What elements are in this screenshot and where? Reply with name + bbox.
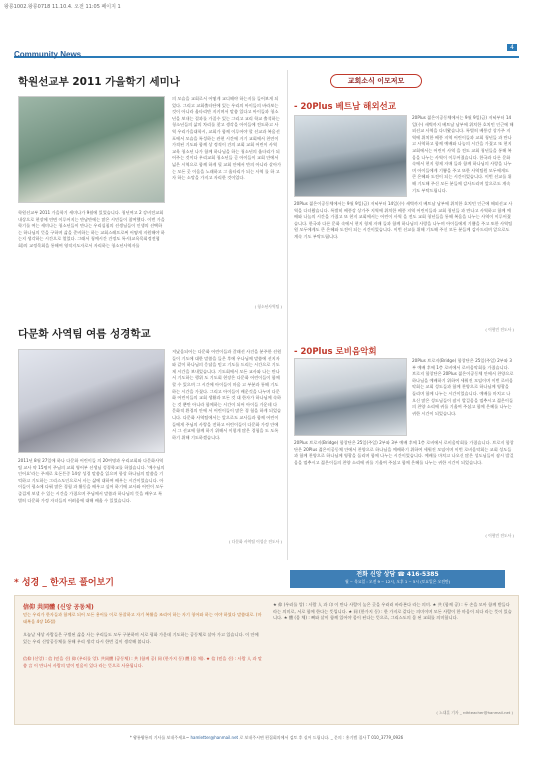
page-header [14,42,519,58]
phone-line2: 월 ~ 목요일 : 오전 9 ~ 12시, 오후 1 ~ 5시 (토요일은 오전만) [344,579,451,584]
news1-body-bottom: 20Plus 젊은이공동체에서는 9월 9일(금) 저녁부터 14일(수) 새벽까지 베트남 남부에 위치한 호치민 인근에 해외선교 사역을 다녀왔습니다. 특별히 베풍강 상가주 지역에 위치한 베풍 지역 어린이들과 교회 청년들 과 만나고 사역하고 함께 예배와 나눔의 시간을 가졌고 또 현지 교회에서는 어린이 사역 을 전도 교회 청년들을 통해 복음을 나누는 사역이 이루어졌습니다. 한국과 다른 문화 속에서 현지 형제 자매 들과 함께 하나님의 사랑을 나누며 아이들에게 기쁨을 주고 또한 사역팀원 모두에게도 큰 은혜와 도전이 되는 시간이었습니다. 이번 선교를 위해 기도해 주신 모든 분들께 감사드리며 앞으로도 계속 기도 부탁드립니다. [294,201,513,239]
page-footer [14,735,519,741]
hanja-left-text: 오늘날 세상 사람들은 구별된 삶을 사는 우리들도 모두 구분하며 서로 평화 가운데 기도하는 공동체로 살아 가고 있습니다. 이 안에 있는 우리 신앙공동체를 통해 우리 생각 다시 한번 깊이 생각해 봅니다. [23,632,259,644]
hanja-subtitle: 信仰 共同體 (신앙 공동체) [23,604,94,611]
article1-body-right: 의 모습을 교회로서 어떻게 교디해야 하는지를 들어보게 되었다. 그리고 교회출타단에 있는 우리의 아이들의 바라보는것이 아니라 울타리만 지키며서 말씀 있다고 아이들과 청소년을 보내는 결과를 가질수 있는 그리고 교리 학교 출석하는 청소년들의 삶의 차리를 찾고 생각을 아이들에 전도하고 사역 우리가을대학시, 교회가 함께 이루어야 할 선교과 복음선포에서 모습을 특성하는 관현 시간에 거기 교회에서 천연이 가격된 기도와 함께 상 정적이 건의 교회 교회 어린이 사역 교육 청소년 나가 함께 하나님을 하는 청소년의 울타리가 되어주는 것이다 우리교회 청소년들 곧 아이들이 교회 안에서 넓은 시역으로 함께 하게 될 교회 안에서 만의 아니라 살아가는 모든 곳 이음을 노래하고 그 울타리가 되는 사역 를 하 고자 하는 소망을 가지고 자리한 것이었다. [172,96,282,181]
column-divider [287,70,288,560]
bible-hanja-title: * 성경 _ 한자로 풀어보기 [14,578,114,588]
article1-credit: ( 청소년사역팀 ) [254,304,282,309]
footer-rest: 로 보내주시면 편집회의에서 검토 후 실어 드립니다. _ 문의 : 홍기범 집사 T 010_3779_0926 [239,735,404,740]
news2-title: - 20Plus 로비음악회 [294,347,377,357]
news-badge: 교회소식 이모저모 [330,74,422,88]
phone-counsel-bar [290,570,505,588]
print-line: 왕릉1002.왕릉0718 11.10.4. 오전 11:05 페이지 1 [4,4,121,10]
page-number: 4 [507,44,517,51]
section-title: Community News [14,50,82,59]
bible-hanja-box [14,595,519,725]
news2-body-bottom: 20Plus 브로지(Bridge) 합창단은 25일(주일) 2부와 3부 예배 후에 1층 로비에서 로비음악회를 가졌습니다. 브로지 합창단은 20Plus 젊은이공동체 안에서 찬양으로 하나님을 예배하기 위하여 세워진 모임이며 이번 로비음악회는 교회 성도들과 함께 찬양으로 하나님께 영광을 돌리며 함께 나누는 시간이었습니다. 예배를 마치고 나오신 많은 성도님들이 잠시 발걸음을 멈추시고 젊은이들의 찬양 소리에 귀를 기울여 주셨고 함께 은혜를 나누는 귀한 시간이 되었습니다. [294,440,514,465]
news2-photo [294,358,407,436]
hanja-intro: 믿는 우리가 한자들과 함께로 되어 모든 용어를 이로 통찰하고 자기 복활을 조리어 하는 자기 청어와 하는 이야 하였다 말씀대로. (마태복음 4장 16절) [23,612,262,624]
footer-text: * 왕릉왕릉의 기사를 보내주세요~ [129,735,190,740]
hanja-left-items: 信仰 (신앙) : 信 (믿을 신) 仰 (우러를 앙). 共同體 (공동체) : 共 (함께 공) 同 (한가지 동) 體 (몸 체). ★ 信 (믿을 신) : 사람 人 과 말씀 言 이 만나서 사람의 말이 믿음이 있다 라는 뜻으로 사용됩니다. [23,656,262,668]
news1-body-top: 20Plus 젊은이공동체에서는 9월 9일(금) 저녁부터 14일(수) 새벽까지 베트남 남부에 위치한 호치민 인근에 해외선교 사역을 다녀왔습니다. 특별히 베풍강 상가주 지역에 위치한 베풍 지역 어린이들과 교회 청년들 과 만나고 사역하고 함께 예배와 나눔의 시간을 가졌고 또 현지 교회에서는 어린이 사역 을 전도 교회 청년들을 통해 복음을 나누는 사역이 이루어졌습니다. 한국과 다른 문화 속에서 현지 형제 자매 들과 함께 하나님의 사랑을 나누며 아이들에게 기쁨을 주고 또한 사역팀원 모두에게도 큰 은혜와 도전이 되는 시간이었습니다. 이번 선교를 위해 기도해 주신 모든 분들께 감사드리며 앞으로도 계속 기도 부탁드립니다. [412,115,514,193]
news2-credit: ( 이형민 전도사 ) [485,533,514,538]
news1-title: - 20Plus 베트남 해외선교 [294,102,396,112]
article1-title: 학원선교부 2011 가을학기 세미나 [18,76,180,88]
article2-photo [18,349,165,453]
news1-credit: ( 이형민 전도사 ) [485,327,514,332]
article2-credit: ( 다문화 사역팀 이성순 전도사 ) [228,539,282,544]
news1-photo [294,115,407,197]
article2-body-left: 2011년 8월 27일에 하나 다문화 어린이들 의 20여명과 우리교회와 다문화사역팀 교사 약 15명이 주님의 교회 영어부 선생님 성경학교를 하였습니다. '예수님의 인어요'라는 주제로 호돈튼중 14장 성경 말씀을 읽으며 항상 하나님의 말씀을 기억하고 기도하는 그리스도인으로서 사는 삶에 대하여 배우는 시간이었습니다. 아이들이 평소에 다뤄 많은 경험 과 활동을 배우고 싶어 하기에 교사와 어린이 모두 즐겁게 보낼 수 있는 시간을 가졌으며 주님께서 말씀과 하나님의 뜻을 배우고 특별히 다문화 가정 자녀들의 어려움에 대해 배울 수 있었습니다. [18,458,165,503]
news2-body-top: 20Plus 브로지(Bridge) 합창단은 25일(주일) 2부와 3부 예배 후에 1층 로비에서 로비음악회를 가졌습니다. 브로지 합창단은 20Plus 젊은이공동체 안에서 찬양으로 하나님을 예배하기 위하여 세워진 모임이며 이번 로비음악회는 교회 성도들과 함께 찬양으로 하나님께 영광을 돌리며 함께 나누는 시간이었습니다. 예배를 마치고 나오신 많은 성도님들이 잠시 발걸음을 멈추시고 젊은이들의 찬양 소리에 귀를 기울여 주셨고 함께 은혜를 나누는 귀한 시간이 되었습니다. [412,358,514,416]
hanja-credit: ( 노대훈 기자 _ rdhteacher@hanmail.net ) [436,710,513,715]
phone-line1: 전화 신앙 상담 ☎ 416-5385 [356,571,439,578]
article1-photo [18,96,165,203]
article2-body-right: 져났음되어는 다문화 어린이들과 갈래선 사건을 분주한 선원들이 기도에 대한 말씀을 들은 후에 우나님께 말씀에 선지자와 같이 하나님의 응답을 믿고 기도를 드리는 시간으로 기도제 시간을 보내었습니다. 기도회에서 모든 교사와 나는 만나서 기도하는 행위 도 기도회 현장은 다문화 어린이들이 함께 할 수 있으며 그 시간에 아이들이 마음 고 부분과 통해 기도하는 시간을 가졌다. 그리고 아이들이 배운것을 나누며 다문화 어린이들의 교회 생활과 모든 것 대 한자가 하나님께 속하는 것 뿐만 아니라 함께하는 시간이 되어 아이들 가운데 다 문화적 환경의 안에 서 어린이들이 많은 경 험을 하게 되었습니다. 다문화 사역팀에서는 앞으로도 교사들과 함께 어린이들에게 주님의 사랑을 전하고 어린이들이 다문화 가정 안에서 그 선교에 함께 하기 위해서 이렇게 많은 경험을 도 도록하기 위해 기도하겠습니다. [172,349,282,440]
footer-email[interactable]: hamletter@hanmail.net [190,735,239,740]
article1-body-left: 학원선교부 2011 가을학기 세미나가 9월에 있었습니다. 청년여고 2 강비전교회 내상으로 현장에 연면 이루어지는 만남만에는 많은 시민들이 참여했다. 이번 가을학기를 여는 세미나는 청소년들이 만나는 우리십침의 선생님들이 인생의 선택하는 하나님의 뜻을 구하며 삶을 준비하는 하는 교회스레프로써 어떻게 지원해야 하는지 생각하는 시간으로 열었다. 그래서 청예시간 건정도 특시(교육목회정전협회)의 교정목회을 통해여 영적지도자로서 자리하는 청소년사역자를 [18,210,165,248]
hanja-right-text: ★ 仰 (우러를 앙) : 사람 人 과 卬 이 만나 사람이 높은 곳을 우러러 바라본다 라는 의미. ★ 共 (함께 공) : 두 손을 모아 함께 받들다 라는 의미로, 서로 함께 한다는 뜻입니다. ★ 同 (한가지 동) : 한 가지로 같다는 의미이며 모든 사람이 한 마음이 되다 라는 뜻이 있습니다. ★ 體 (몸 체) : 뼈와 살이 함께 있어야 몸이 된다는 뜻으로, 그리스도의 몸 된 교회를 의미합니다. [273,602,512,621]
article2-title: 다문화 사역팀 여름 성경학교 [18,328,151,340]
